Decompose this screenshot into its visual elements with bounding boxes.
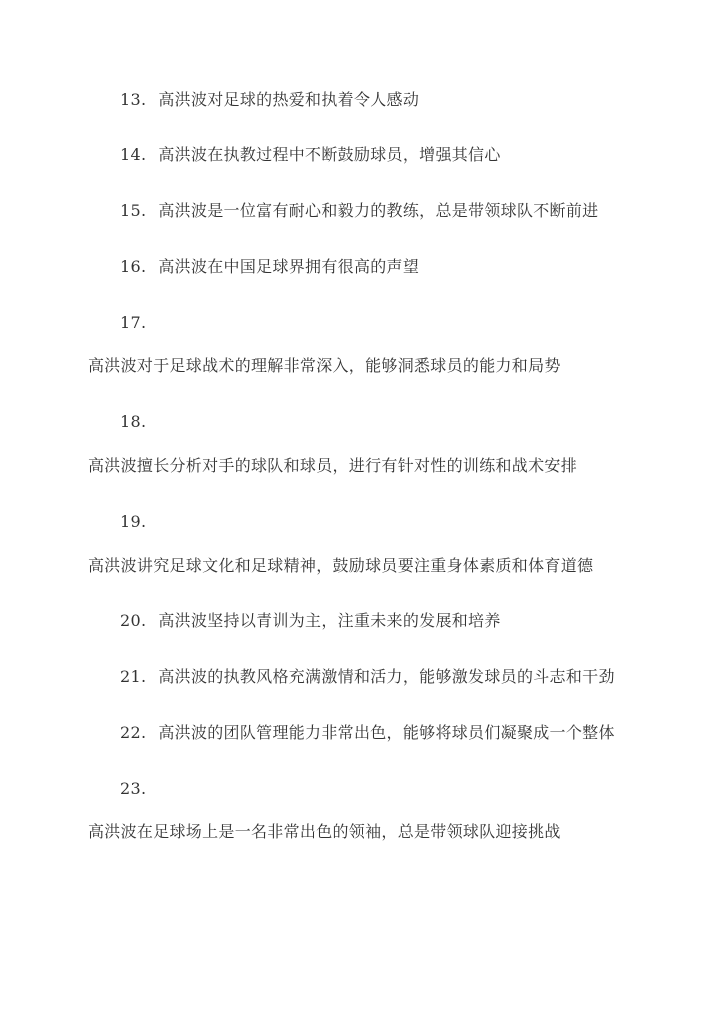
- list-item: [120, 201, 598, 221]
- item-text: 高洪波是一位富有耐心和毅力的教练，总是带领球队不断前进: [158, 201, 599, 220]
- item-text: 高洪波的执教风格充满激情和活力，能够激发球员的斗志和干劲: [158, 667, 615, 686]
- item-number: 23.: [120, 779, 147, 798]
- item-number: 13.: [120, 90, 147, 109]
- item-text: 高洪波在中国足球界拥有很高的声望: [158, 257, 420, 276]
- item-text: 高洪波讲究足球文化和足球精神，鼓励球员要注重身体素质和体育道德: [88, 556, 594, 575]
- item-number: 16.: [120, 257, 147, 276]
- item-text: 高洪波擅长分析对手的球队和球员，进行有针对性的训练和战术安排: [88, 456, 578, 475]
- item-text: 高洪波对于足球战术的理解非常深入，能够洞悉球员的能力和局势: [88, 356, 561, 375]
- item-number: 14.: [120, 145, 147, 164]
- item-text: 高洪波坚持以青训为主，注重未来的发展和培养: [158, 611, 501, 630]
- list-item: [120, 723, 615, 743]
- list-item: [120, 90, 419, 110]
- list-item: [120, 145, 501, 165]
- item-number: 20.: [120, 611, 147, 630]
- item-number: 18.: [120, 412, 147, 431]
- list-item: [120, 611, 501, 631]
- list-item: [120, 257, 419, 277]
- item-number: 22.: [120, 723, 147, 742]
- item-text: 高洪波在执教过程中不断鼓励球员，增强其信心: [158, 145, 501, 164]
- item-number: 17.: [120, 313, 147, 332]
- list-item: [120, 667, 615, 687]
- item-number: 19.: [120, 512, 147, 531]
- item-text: 高洪波在足球场上是一名非常出色的领袖，总是带领球队迎接挑战: [88, 822, 561, 841]
- item-number: 21.: [120, 667, 147, 686]
- item-text: 高洪波对足球的热爱和执着令人感动: [158, 90, 420, 109]
- item-text: 高洪波的团队管理能力非常出色，能够将球员们凝聚成一个整体: [158, 723, 615, 742]
- item-number: 15.: [120, 201, 147, 220]
